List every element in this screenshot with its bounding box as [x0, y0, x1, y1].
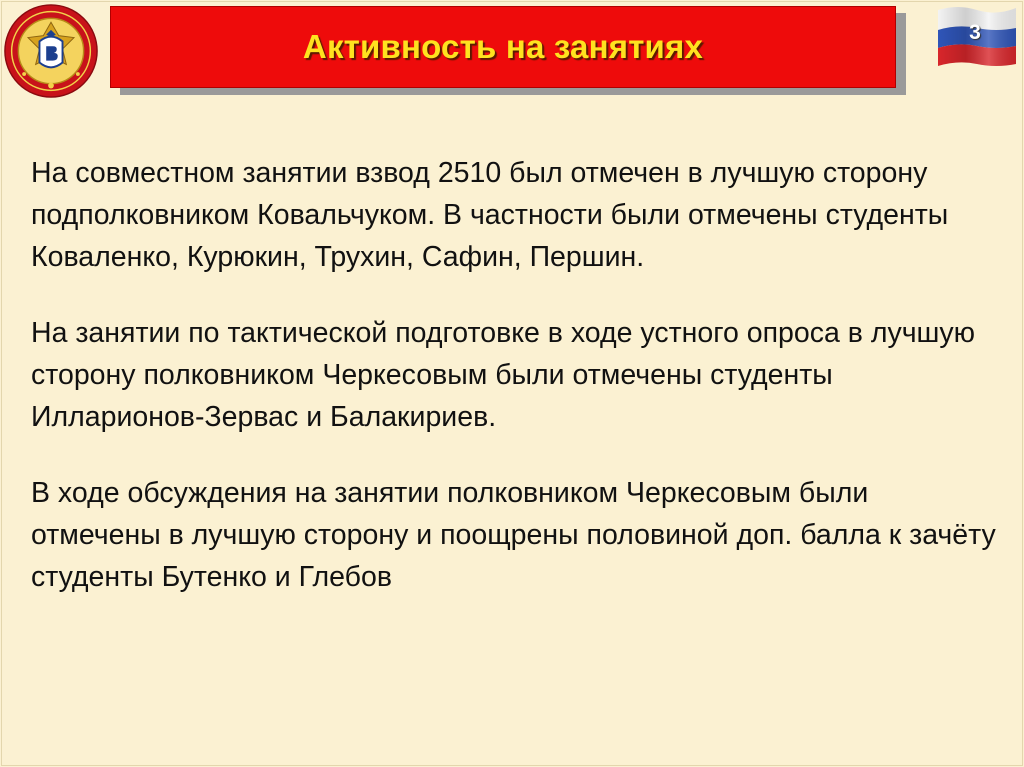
- title-bar: [110, 6, 896, 88]
- slide-number: 3: [969, 21, 981, 44]
- paragraph-platoon-2510: На совместном занятии взвод 2510 был отмечен в лучшую сторону подполковником Ковальчуком. В частности были отмечены студенты Коваленко, Курюкин, Трухин, Сафин, Першин.: [31, 157, 949, 273]
- page-title: Активность на занятиях: [302, 28, 704, 65]
- paragraph-discussion: В ходе обсуждения на занятии полковником Черкесовым были отмечены в лучшую сторону и поощрены половиной доп. балла к зачёту студенты Бутенко и Глебов: [31, 477, 996, 593]
- military-emblem-icon: [3, 3, 99, 99]
- paragraph-tactical-training: На занятии по тактической подготовке в ходе устного опроса в лучшую сторону полковником Черкесовым были отмечены студенты Илларионов-Зервас и Балакириев.: [31, 317, 976, 433]
- slide-content: [31, 152, 996, 598]
